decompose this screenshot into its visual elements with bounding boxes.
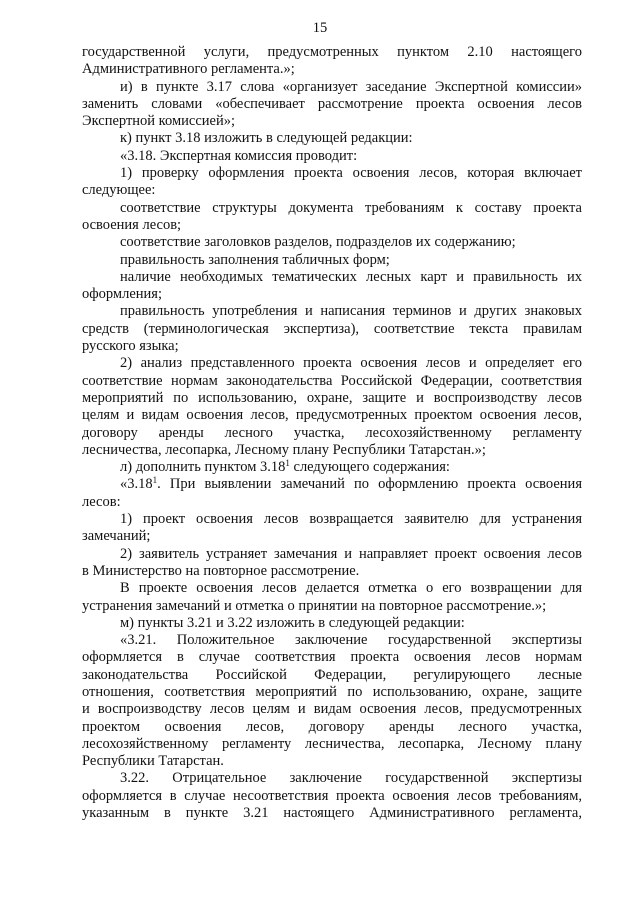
text-line-main: отношения, соответствия мероприятий по использованию, охране, защите: [82, 683, 582, 700]
text-line-main: 2) анализ представленного проекта освоения лесов и определяет его: [120, 355, 582, 372]
text-line: [82, 736, 582, 753]
text-line-main: и воспроизводству лесов целям и видам освоения лесов, предусмотренных: [82, 701, 582, 718]
text-line-main: 2) заявитель устраняет замечания и направляет проект освоения лесов: [120, 545, 582, 562]
text-line-main: правильность заполнения табличных форм;: [120, 251, 390, 268]
text-line-main: «3.18: [120, 476, 153, 493]
superscript: 1: [285, 458, 290, 469]
text-line-main: «3.18. Экспертная комиссия проводит:: [120, 147, 358, 164]
text-line-main: Экспертной комиссией»;: [82, 113, 236, 130]
text-line-main: целям и видам освоения лесов, предусмотренных проектом освоения лесов,: [82, 407, 582, 424]
text-line-main: русского языка;: [82, 338, 179, 355]
text-line: [82, 528, 582, 545]
text-line-main: наличие необходимых тематических лесных карт и правильность их: [120, 268, 582, 285]
text-line: [82, 303, 582, 320]
text-line-main: соответствие нормам законодательства Российской Федерации, соответствия: [82, 372, 582, 389]
page-number: 15: [312, 20, 328, 36]
text-line: [82, 148, 582, 165]
text-line-main: 1) проверку оформления проекта освоения лесов, которая включает: [120, 165, 582, 182]
text-line: [82, 649, 582, 666]
text-line: [82, 165, 582, 182]
text-line: [82, 96, 582, 113]
text-line: [82, 546, 582, 563]
text-line: [82, 719, 582, 736]
text-line-main: 1) проект освоения лесов возвращается заявителю для устранения: [120, 511, 582, 528]
text-line: [82, 373, 582, 390]
text-line-main: договору аренды лесного участка, лесохозяйственному регламенту: [82, 424, 582, 441]
text-line: [82, 113, 582, 130]
text-line: [82, 770, 582, 787]
text-line-main: «3.21. Положительное заключение государственной экспертизы: [120, 632, 582, 649]
text-line: [82, 390, 582, 407]
text-line: [82, 632, 582, 649]
text-line: [82, 44, 582, 61]
document-body: [82, 44, 582, 822]
text-line-main: соответствие структуры документа требованиям к составу проекта: [120, 199, 582, 216]
text-line: [82, 269, 582, 286]
text-line: [82, 407, 582, 424]
text-line-main: и) в пункте 3.17 слова «организует заседание Экспертной комиссии»: [120, 78, 582, 95]
text-line: [82, 753, 582, 770]
text-line-main: В проекте освоения лесов делается отметка о его возвращении для: [120, 580, 582, 597]
text-line: [82, 130, 582, 147]
text-line: [82, 182, 582, 199]
text-line-main: лесничества, лесопарка, Лесному плану Республики Татарстан.»;: [82, 441, 486, 458]
text-line-main: освоения лесов;: [82, 216, 182, 233]
text-line-main: мероприятий по использованию, охране, защите и воспроизводству лесов: [82, 389, 582, 406]
text-line-main: л) дополнить пунктом 3.18: [120, 459, 286, 476]
text-line: [82, 615, 582, 632]
text-line-continuation: . При выявлении замечаний по оформлению проекта освоения: [157, 476, 582, 493]
text-line-main: следующее:: [82, 182, 156, 199]
text-line: [82, 79, 582, 96]
text-line: [82, 425, 582, 442]
text-line: [82, 252, 582, 269]
text-line-main: правильность употребления и написания терминов и других знаковых: [120, 303, 582, 320]
text-line: [82, 684, 582, 701]
text-line: [82, 511, 582, 528]
text-line-continuation: следующего содержания:: [289, 459, 450, 476]
text-line: [82, 563, 582, 580]
text-line: [82, 667, 582, 684]
text-line: [82, 286, 582, 303]
text-line: [82, 494, 582, 511]
text-line-main: оформляется в случае соответствия проекта освоения лесов нормам: [82, 649, 582, 666]
text-line-main: оформления;: [82, 286, 162, 303]
text-line: [82, 598, 582, 615]
text-line: [82, 355, 582, 372]
text-line-main: устранения замечаний и отметка о принятии на повторное рассмотрение.»;: [82, 597, 547, 614]
text-line: [82, 321, 582, 338]
text-line: [82, 61, 582, 78]
text-line-main: в Министерство на повторное рассмотрение.: [82, 562, 360, 579]
text-line: [82, 805, 582, 822]
text-line: [82, 200, 582, 217]
text-line-main: проектом освоения лесов, договору аренды лесного участка,: [82, 718, 582, 735]
text-line: [82, 338, 582, 355]
text-line: [82, 476, 582, 493]
text-line: [82, 234, 582, 251]
text-line: [82, 788, 582, 805]
text-line-main: лесохозяйственному регламенту лесничества, лесопарка, Лесному плану: [82, 735, 582, 752]
text-line-main: заменить словами «обеспечивает рассмотрение проекта освоения лесов: [82, 95, 582, 112]
text-line-main: Республики Татарстан.: [82, 753, 224, 770]
text-line: [82, 701, 582, 718]
text-line-main: замечаний;: [82, 528, 151, 545]
text-line-main: к) пункт 3.18 изложить в следующей редакции:: [120, 130, 413, 147]
superscript: 1: [152, 475, 158, 486]
text-line-main: оформляется в случае несоответствия проекта освоения лесов требованиям,: [82, 787, 582, 804]
text-line-main: средств (терминологическая экспертиза), соответствие текста правилам: [82, 320, 582, 337]
text-line-main: соответствие заголовков разделов, подразделов их содержанию;: [120, 234, 516, 251]
text-line-main: законодательства Российской Федерации, регулирующего лесные: [82, 666, 582, 683]
text-line-main: Административного регламента.»;: [82, 61, 295, 78]
text-line-main: указанным в пункте 3.21 настоящего Административного регламента,: [82, 805, 582, 822]
text-line-main: государственной услуги, предусмотренных пунктом 2.10 настоящего: [82, 44, 582, 60]
text-line: [82, 217, 582, 234]
text-line-main: м) пункты 3.21 и 3.22 изложить в следующей редакции:: [120, 614, 465, 631]
text-line-main: лесов:: [82, 493, 121, 510]
text-line-main: 3.22. Отрицательное заключение государственной экспертизы: [120, 770, 582, 787]
text-line: [82, 580, 582, 597]
text-line: [82, 442, 582, 459]
text-line: [82, 459, 582, 476]
